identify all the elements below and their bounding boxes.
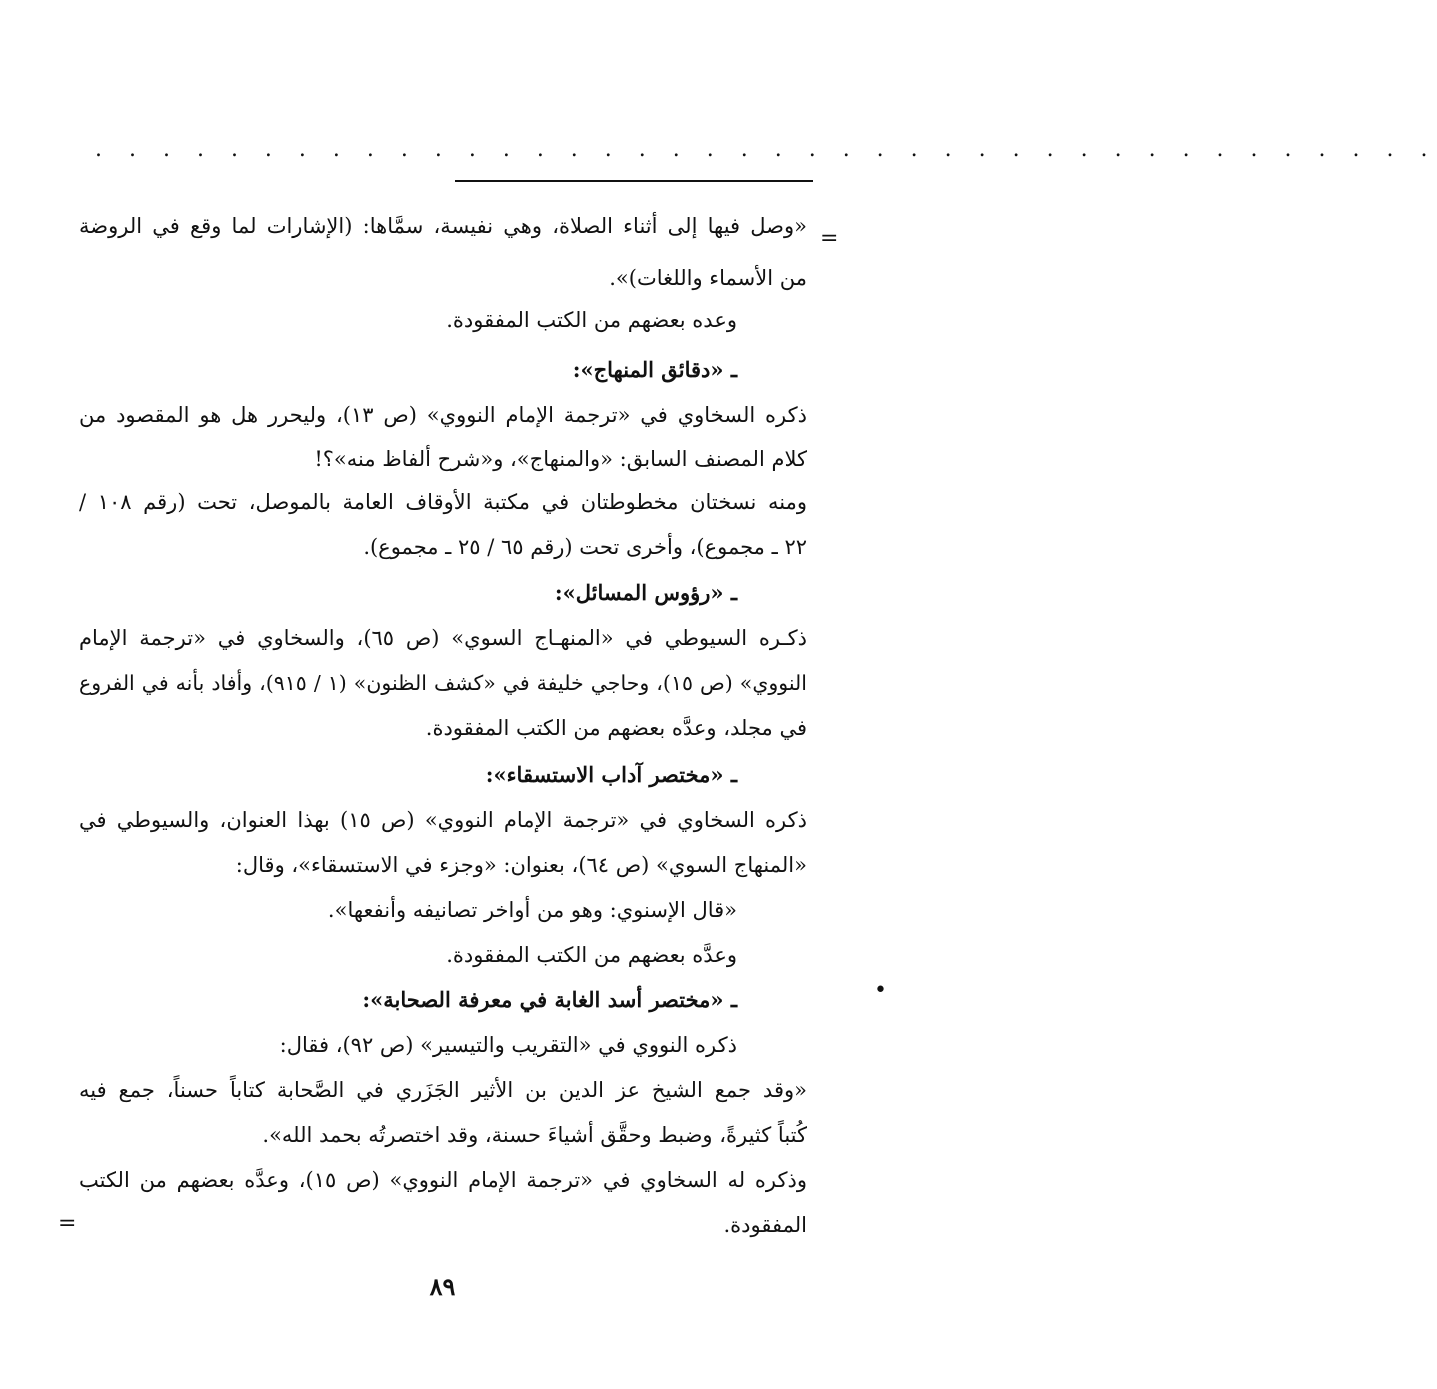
text-line: ومنه نسختان مخطوطتان في مكتبة الأوقاف العامة بالموصل، تحت (رقم ١٠٨ /	[79, 490, 807, 514]
text-line: «قال الإسنوي: وهو من أواخر تصانيفه وأنفعها».	[327, 898, 737, 922]
margin-mark-bottom: =	[58, 1211, 77, 1236]
margin-mark-top: =	[820, 226, 839, 251]
text-line: ذكره السخاوي في «ترجمة الإمام النووي» (ص ١٥) بهذا العنوان، والسيوطي في	[79, 808, 807, 832]
page-number: ٨٩	[429, 1272, 456, 1301]
text-line: ذكره السخاوي في «ترجمة الإمام النووي» (ص ١٣)، وليحرر هل هو المقصود من	[79, 403, 807, 427]
margin-mark-side: •	[874, 978, 887, 1003]
text-line: ذكره النووي في «التقريب والتيسير» (ص ٩٢)، فقال:	[279, 1033, 737, 1057]
text-line: «وصل فيها إلى أثناء الصلاة، وهي نفيسة، سمَّاها: (الإشارات لما وقع في الروضة	[79, 214, 807, 238]
text-line: «المنهاج السوي» (ص ٦٤)، بعنوان: «وجزء في الاستسقاء»، وقال:	[235, 853, 807, 877]
text-line: ذكـره السيوطي في «المنهـاج السوي» (ص ٦٥)، والسخاوي في «ترجمة الإمام	[79, 626, 807, 650]
text-line: في مجلد، وعدَّه بعضهم من الكتب المفقودة.	[425, 716, 807, 740]
header-rule	[455, 180, 813, 182]
text-line: ٢٢ ـ مجموع)، وأخرى تحت (رقم ٦٥ / ٢٥ ـ مجموع).	[363, 535, 807, 559]
text-line: النووي» (ص ١٥)، وحاجي خليفة في «كشف الظنون» (١ / ٩١٥)، وأفاد بأنه في الفروع	[79, 671, 807, 695]
text-line: المفقودة.	[723, 1213, 807, 1237]
text-line: من الأسماء واللغات)».	[609, 266, 807, 290]
dotted-rule: . . . . . . . . . . . . . . . . . . . . . . . . . . . . . . . . . . . . . . . .	[95, 137, 1437, 162]
text-line: وعده بعضهم من الكتب المفقودة.	[446, 308, 737, 332]
text-line: كلام المصنف السابق: «والمنهاج»، و«شرح ألفاظ منه»؟!	[314, 447, 807, 471]
text-line: كُتباً كثيرةً، وضبط وحقَّق أشياءَ حسنة، وقد اختصرتُه بحمد الله».	[262, 1123, 807, 1147]
text-line: «وقد جمع الشيخ عز الدين بن الأثير الجَزَري في الصَّحابة كتاباً حسناً، جمع فيه	[79, 1078, 807, 1102]
section-heading: ـ «دقائق المنهاج»:	[572, 357, 737, 382]
text-line: وذكره له السخاوي في «ترجمة الإمام النووي» (ص ١٥)، وعدَّه بعضهم من الكتب	[79, 1168, 808, 1192]
section-heading: ـ «مختصر آداب الاستسقاء»:	[485, 762, 737, 787]
section-heading: ـ «رؤوس المسائل»:	[554, 580, 737, 605]
section-heading: ـ «مختصر أسد الغابة في معرفة الصحابة»:	[362, 987, 737, 1012]
text-line: وعدَّه بعضهم من الكتب المفقودة.	[446, 943, 737, 967]
